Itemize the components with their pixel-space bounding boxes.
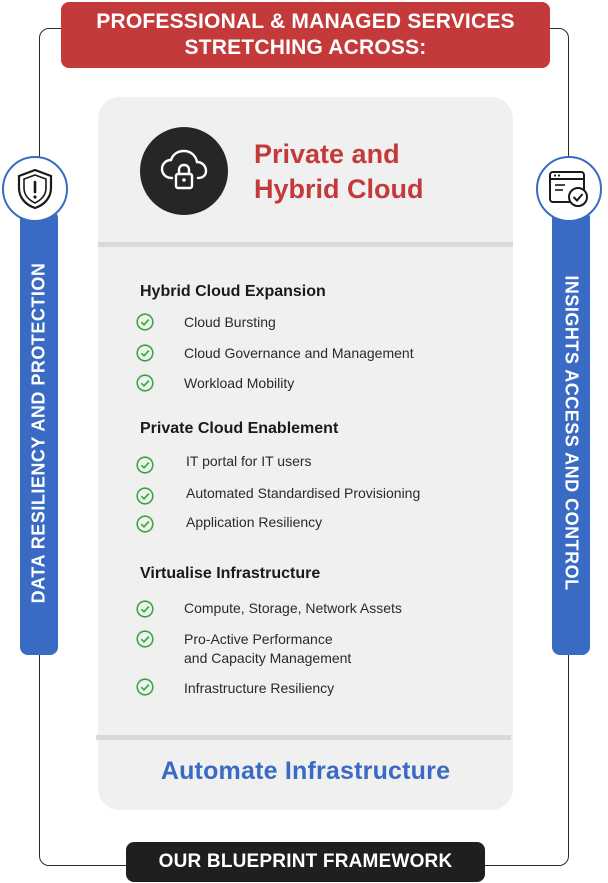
list-item: [136, 630, 351, 668]
header-line-1: PROFESSIONAL & MANAGED SERVICES: [96, 10, 515, 33]
card-title-line-1: Private and: [254, 139, 400, 169]
section-title-private: Private Cloud Enablement: [140, 420, 339, 437]
check-circle-icon: [136, 678, 154, 696]
list-item: [136, 600, 402, 618]
item-text: Workload Mobility: [184, 375, 295, 391]
item-text: IT portal for IT users: [186, 453, 312, 469]
check-circle-icon: [136, 456, 154, 474]
list-item: [136, 344, 414, 363]
list-item: [136, 453, 312, 474]
services-card: [98, 97, 513, 810]
card-title: [254, 137, 494, 207]
item-text: Application Resiliency: [186, 514, 323, 530]
footer-banner-label: OUR BLUEPRINT FRAMEWORK: [158, 851, 453, 872]
right-pillar-label: INSIGHTS ACCESS AND CONTROL: [561, 274, 582, 591]
list-item: [136, 487, 420, 505]
item-text: Cloud Governance and Management: [184, 345, 414, 361]
section-title-virtualise: Virtualise Infrastructure: [140, 565, 321, 582]
list-item: [136, 313, 276, 332]
check-circle-icon: [136, 630, 154, 648]
top-divider: [98, 242, 513, 247]
item-text-line-1: Pro-Active Performance: [184, 631, 333, 647]
item-text: Infrastructure Resiliency: [184, 680, 335, 696]
left-pillar-label: DATA RESILIENCY AND PROTECTION: [28, 262, 49, 603]
list-item: [136, 678, 334, 698]
footer-banner: [126, 842, 485, 882]
item-text: Cloud Bursting: [184, 314, 276, 330]
right-pillar: [552, 210, 590, 655]
cloud-lock-icon: [158, 148, 210, 194]
list-item: [136, 515, 322, 533]
card-footer: Automate Infrastructure: [160, 757, 451, 785]
shield-icon: [16, 168, 54, 210]
right-pillar-badge: [536, 156, 602, 222]
item-text: Compute, Storage, Network Assets: [184, 600, 402, 616]
check-circle-icon: [136, 374, 154, 392]
header-line-2: STRETCHING ACROSS:: [184, 36, 427, 59]
left-pillar: [20, 210, 58, 655]
check-circle-icon: [136, 600, 154, 618]
item-text: Automated Standardised Provisioning: [186, 485, 421, 501]
left-pillar-badge: [2, 156, 68, 222]
item-text-multiline: [184, 630, 351, 668]
item-text-line-2: and Capacity Management: [184, 650, 352, 666]
bottom-divider: [96, 735, 511, 740]
card-title-line-2: Hybrid Cloud: [254, 174, 424, 204]
check-circle-icon: [136, 487, 154, 505]
section-title-hybrid: Hybrid Cloud Expansion: [140, 283, 326, 300]
check-circle-icon: [136, 344, 154, 362]
browser-check-icon: [547, 169, 591, 209]
list-item: [136, 374, 294, 393]
cloud-lock-badge: [140, 127, 228, 215]
check-circle-icon: [136, 515, 154, 533]
check-circle-icon: [136, 313, 154, 331]
header-banner: [61, 2, 550, 68]
